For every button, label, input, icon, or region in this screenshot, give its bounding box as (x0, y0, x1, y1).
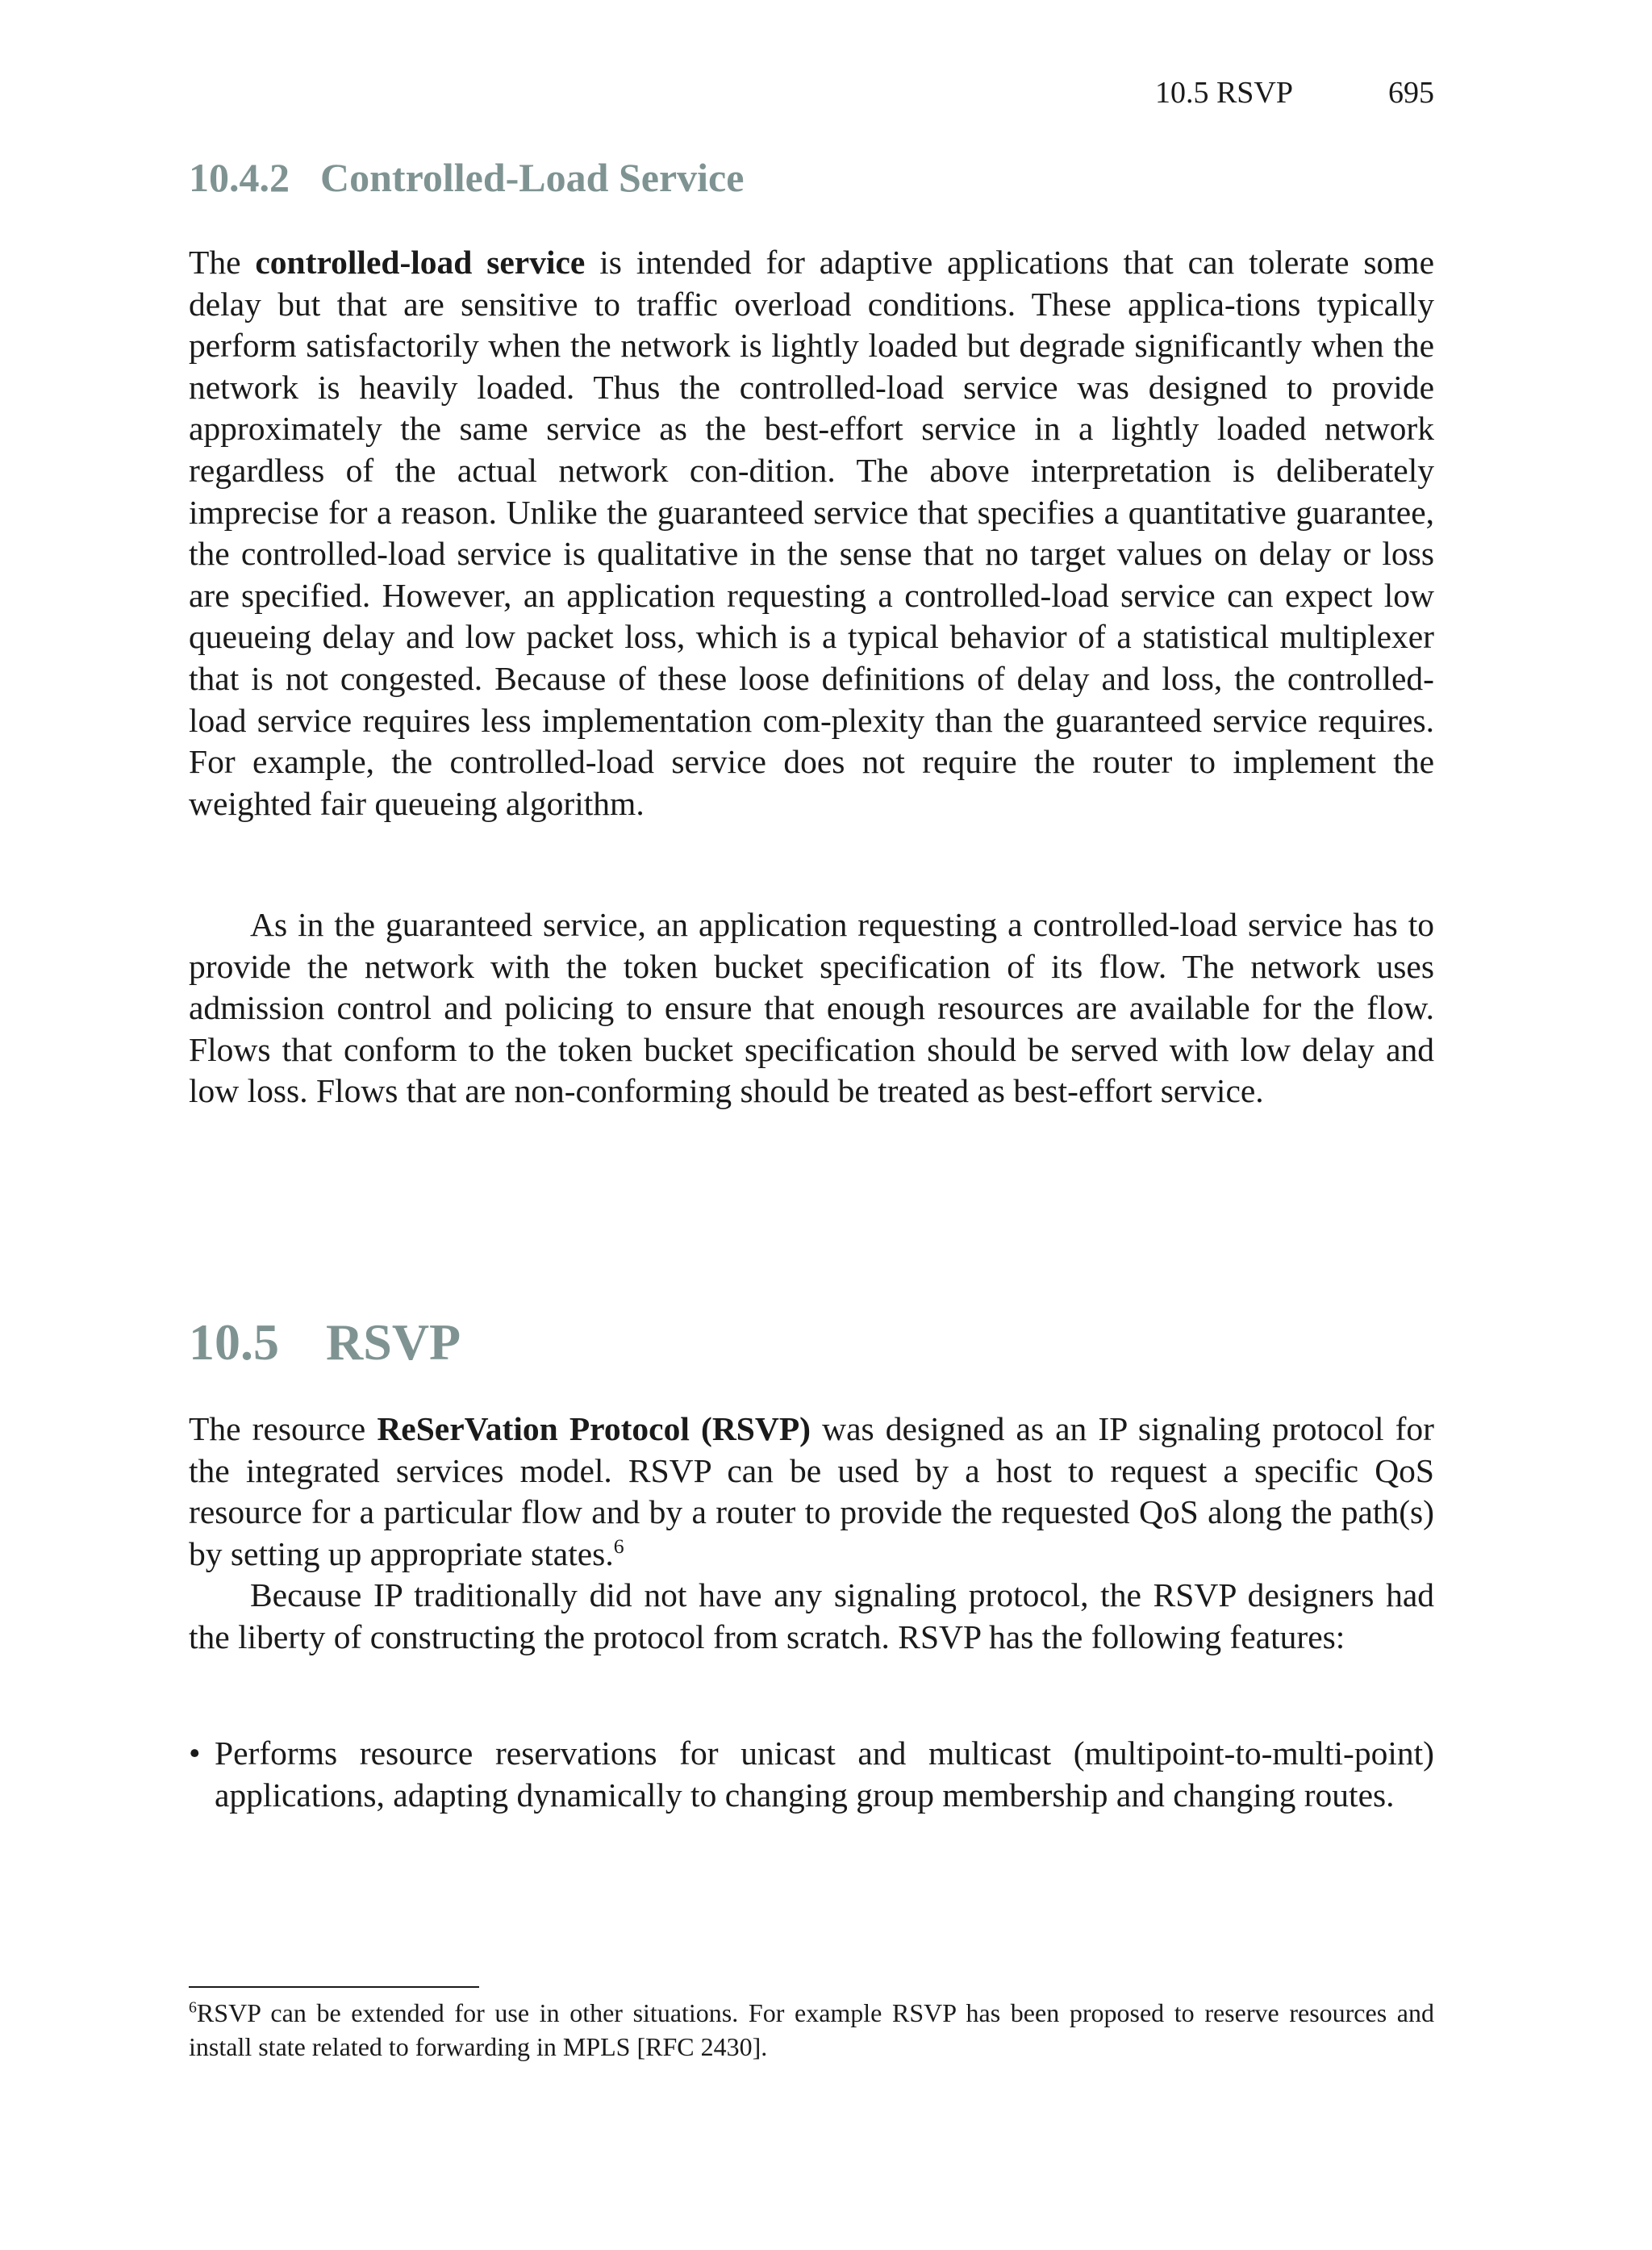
paragraph-controlled-load (189, 242, 1434, 824)
paragraph-lead: The resource (189, 1410, 378, 1447)
section-number: 10.5 (189, 1313, 279, 1371)
footnote (189, 1996, 1434, 2064)
running-head-section: 10.5 RSVP (1154, 76, 1293, 110)
running-head (1049, 74, 1434, 111)
paragraph-rsvp-features: Because IP traditionally did not have any signaling protocol, the RSVP designers had the liberty of constructing the protocol from scratch. RSVP has the following features: (189, 1576, 1434, 1655)
footnote-divider (189, 1986, 479, 1988)
footnote-reference[interactable]: 6 (613, 1534, 624, 1558)
paragraph-rsvp-intro (189, 1409, 1434, 1575)
subsection-heading (189, 152, 1434, 203)
paragraph-token-bucket: As in the guaranteed service, an application requesting a controlled-load service has to provide the network with the token bucket specification of its flow. The network uses admission control and policing to ensure that enough resources are available for the flow. Flows that conform to the token bucket specification should be served with low delay and low loss. Flows that are non-conforming should be treated as best-effort service. (189, 906, 1434, 1110)
section-title: RSVP (326, 1313, 461, 1371)
term-controlled-load-service: controlled-load service (255, 244, 586, 281)
page-number: 695 (1388, 76, 1434, 110)
list-item-text: Performs resource reservations for unicast and multicast (multipoint-to-multi-point) applications, adapting dynamically to changing group membership and changing routes. (215, 1734, 1434, 1814)
paragraph-lead: The (189, 244, 256, 281)
footnote-mark: 6 (189, 1998, 197, 2017)
bullet-marker: • (189, 1734, 201, 1772)
term-rsvp: ReSerVation Protocol (RSVP) (377, 1410, 811, 1447)
subsection-number: 10.4.2 (189, 155, 290, 200)
subsection-title: Controlled-Load Service (320, 155, 745, 200)
feature-list (189, 1733, 1434, 1816)
paragraph-body: is intended for adaptive applications that can tolerate some delay but that are sensitive to traffic overload conditions. These applica-tions typically perform satisfactorily when the network is lightly loaded but degrade significantly when the network is heavily loaded. Thus the controlled-load service was designed to provide approximately the same service as the best-effort service in a lightly loaded network regardless of the actual network con-dition. The above interpretation is deliberately imprecise for a reason. Unlike the guaranteed service that specifies a quantitative guarantee, the controlled-load service is qualitative in the sense that no target values on delay or loss are specified. However, an application requesting a controlled-load service can expect low queueing delay and low packet loss, which is a typical behavior of a statistical multiplexer that is not congested. Because of these loose definitions of delay and loss, the controlled-load service requires less implementation com-plexity than the guaranteed service requires. For example, the controlled-load service does not require the router to implement the weighted fair queueing algorithm. (189, 244, 1434, 822)
list-item (189, 1733, 1434, 1816)
footnote-text: RSVP can be extended for use in other situations. For example RSVP has been proposed to reserve resources and install state related to forwarding in MPLS [RFC 2430]. (189, 1998, 1434, 2061)
section-heading (189, 1310, 1434, 1375)
paragraph-body: was designed as an IP signaling protocol for the integrated services model. RSVP can be used by a host to request a specific QoS resource for a particular flow and by a router to provide the requested QoS along the path(s) by setting up appropriate states. (189, 1410, 1434, 1572)
